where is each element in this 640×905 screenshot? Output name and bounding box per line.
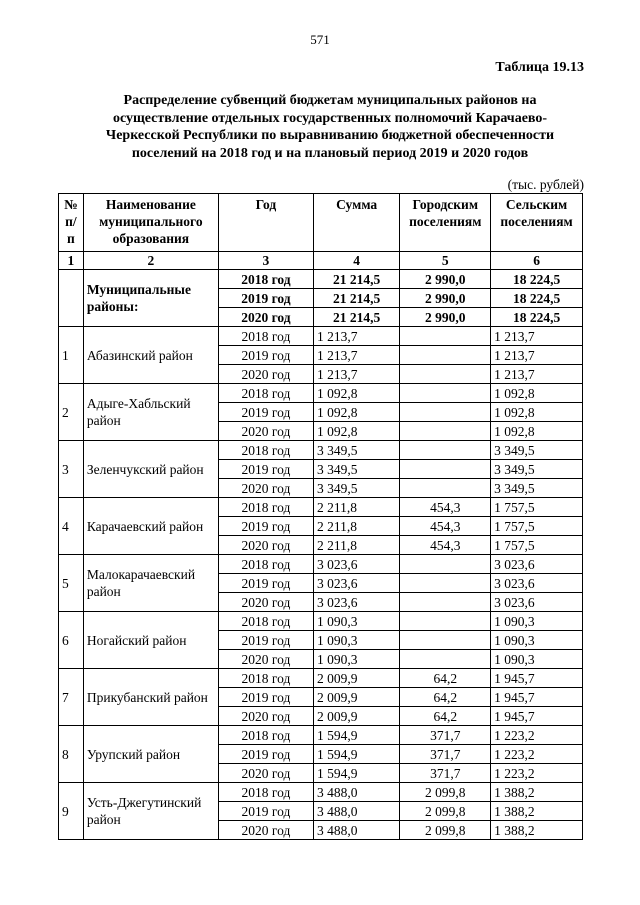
row-number: 2 [59, 384, 84, 441]
year-cell: 2020 год [218, 593, 313, 612]
year-cell: 2020 год [218, 479, 313, 498]
table-label: Таблица 19.13 [495, 60, 584, 75]
column-number: 5 [400, 252, 491, 270]
year-cell: 2020 год [218, 821, 313, 840]
city-cell [400, 441, 491, 460]
year-cell: 2018 год [218, 669, 313, 688]
year-cell: 2020 год [218, 764, 313, 783]
year-cell: 2020 год [218, 365, 313, 384]
city-cell: 371,7 [400, 745, 491, 764]
city-cell [400, 422, 491, 441]
rural-cell: 3 349,5 [491, 479, 583, 498]
subvention-table [58, 193, 583, 840]
district-name: Адыге-Хабльский район [83, 384, 218, 441]
table-row [59, 498, 583, 517]
district-name: Карачаевский район [83, 498, 218, 555]
city-cell [400, 365, 491, 384]
city-cell [400, 631, 491, 650]
rural-cell: 1 092,8 [491, 384, 583, 403]
rural-cell: 1 213,7 [491, 365, 583, 384]
city-cell [400, 612, 491, 631]
city-cell: 64,2 [400, 688, 491, 707]
sum-cell: 3 349,5 [313, 441, 399, 460]
rural-cell: 18 224,5 [491, 270, 583, 289]
row-number: 7 [59, 669, 84, 726]
column-number: 1 [59, 252, 84, 270]
city-cell [400, 403, 491, 422]
district-name: Зеленчукский район [83, 441, 218, 498]
year-cell: 2019 год [218, 688, 313, 707]
rural-cell: 1 388,2 [491, 783, 583, 802]
rural-cell: 3 349,5 [491, 441, 583, 460]
sum-cell: 21 214,5 [313, 270, 399, 289]
table-row [59, 441, 583, 460]
city-cell: 454,3 [400, 498, 491, 517]
header-row [59, 194, 583, 252]
year-cell: 2018 год [218, 441, 313, 460]
sum-cell: 1 594,9 [313, 764, 399, 783]
city-cell [400, 460, 491, 479]
year-cell: 2019 год [218, 802, 313, 821]
rural-cell: 1 945,7 [491, 669, 583, 688]
sum-cell: 1 594,9 [313, 745, 399, 764]
title-line: осуществление отдельных государственных полномочий Карачаево- [112, 110, 548, 126]
city-cell: 454,3 [400, 536, 491, 555]
year-cell: 2019 год [218, 289, 313, 308]
year-cell: 2018 год [218, 555, 313, 574]
column-number: 3 [218, 252, 313, 270]
title-line: поселений на 2018 год и на плановый период 2019 и 2020 годов [131, 145, 529, 161]
year-cell: 2020 год [218, 650, 313, 669]
sum-cell: 3 023,6 [313, 555, 399, 574]
city-cell: 2 990,0 [400, 270, 491, 289]
rural-cell: 1 388,2 [491, 802, 583, 821]
title-line: Черкесской Республики по выравниванию бюджетной обеспеченности [105, 128, 555, 143]
year-cell: 2019 год [218, 460, 313, 479]
table-row [59, 555, 583, 574]
city-cell: 2 099,8 [400, 783, 491, 802]
district-name: Урупский район [83, 726, 218, 783]
row-number: 8 [59, 726, 84, 783]
rural-cell: 3 023,6 [491, 593, 583, 612]
sum-cell: 1 092,8 [313, 384, 399, 403]
city-cell: 2 990,0 [400, 308, 491, 327]
row-number: 3 [59, 441, 84, 498]
title-line: Распределение субвенций бюджетам муниципальных районов на [123, 93, 537, 108]
year-cell: 2019 год [218, 574, 313, 593]
sum-cell: 3 023,6 [313, 574, 399, 593]
district-name: Усть-Джегутинский район [83, 783, 218, 840]
table-row [59, 783, 583, 802]
sum-cell: 21 214,5 [313, 289, 399, 308]
sum-cell: 1 090,3 [313, 650, 399, 669]
column-number: 6 [491, 252, 583, 270]
sum-cell: 2 009,9 [313, 688, 399, 707]
header-sum: Сумма [313, 194, 399, 252]
page-number: 571 [310, 32, 330, 47]
city-cell [400, 593, 491, 612]
city-cell [400, 555, 491, 574]
rural-cell: 1 090,3 [491, 631, 583, 650]
year-cell: 2018 год [218, 384, 313, 403]
row-number: 4 [59, 498, 84, 555]
table-row [59, 270, 583, 289]
column-number-row [59, 252, 583, 270]
table-title [70, 92, 590, 162]
table-row [59, 327, 583, 346]
year-cell: 2019 год [218, 517, 313, 536]
sum-cell: 1 090,3 [313, 612, 399, 631]
rural-cell: 3 349,5 [491, 460, 583, 479]
district-name: Муниципальные районы: [83, 270, 218, 327]
sum-cell: 3 349,5 [313, 460, 399, 479]
sum-cell: 3 023,6 [313, 593, 399, 612]
sum-cell: 2 211,8 [313, 517, 399, 536]
rural-cell: 1 213,7 [491, 346, 583, 365]
city-cell [400, 384, 491, 403]
table-row [59, 612, 583, 631]
sum-cell: 3 488,0 [313, 802, 399, 821]
rural-cell: 1 223,2 [491, 745, 583, 764]
table-row [59, 384, 583, 403]
sum-cell: 1 213,7 [313, 365, 399, 384]
city-cell [400, 479, 491, 498]
rural-cell: 3 023,6 [491, 574, 583, 593]
rural-cell: 1 757,5 [491, 498, 583, 517]
header-name: Наименование муниципального образования [83, 194, 218, 252]
year-cell: 2020 год [218, 707, 313, 726]
rural-cell: 1 945,7 [491, 688, 583, 707]
year-cell: 2020 год [218, 536, 313, 555]
sum-cell: 21 214,5 [313, 308, 399, 327]
year-cell: 2018 год [218, 783, 313, 802]
sum-cell: 1 213,7 [313, 346, 399, 365]
rural-cell: 1 092,8 [491, 422, 583, 441]
district-name: Ногайский район [83, 612, 218, 669]
city-cell: 371,7 [400, 764, 491, 783]
sum-cell: 3 488,0 [313, 821, 399, 840]
sum-cell: 1 090,3 [313, 631, 399, 650]
district-name: Абазинский район [83, 327, 218, 384]
rural-cell: 3 023,6 [491, 555, 583, 574]
rural-cell: 1 223,2 [491, 764, 583, 783]
city-cell: 2 990,0 [400, 289, 491, 308]
column-number: 2 [83, 252, 218, 270]
rural-cell: 1 757,5 [491, 536, 583, 555]
year-cell: 2018 год [218, 270, 313, 289]
sum-cell: 1 092,8 [313, 403, 399, 422]
rural-cell: 1 213,7 [491, 327, 583, 346]
city-cell: 64,2 [400, 707, 491, 726]
year-cell: 2020 год [218, 422, 313, 441]
city-cell [400, 650, 491, 669]
column-number: 4 [313, 252, 399, 270]
year-cell: 2019 год [218, 631, 313, 650]
rural-cell: 1 945,7 [491, 707, 583, 726]
year-cell: 2018 год [218, 498, 313, 517]
sum-cell: 2 009,9 [313, 669, 399, 688]
header-city: Городским поселениям [400, 194, 491, 252]
table-row [59, 726, 583, 745]
sum-cell: 2 009,9 [313, 707, 399, 726]
header-no: № п/п [59, 194, 84, 252]
row-number: 1 [59, 327, 84, 384]
rural-cell: 1 223,2 [491, 726, 583, 745]
sum-cell: 1 213,7 [313, 327, 399, 346]
year-cell: 2019 год [218, 745, 313, 764]
sum-cell: 2 211,8 [313, 536, 399, 555]
city-cell: 371,7 [400, 726, 491, 745]
district-name: Прикубанский район [83, 669, 218, 726]
year-cell: 2018 год [218, 327, 313, 346]
table-row [59, 669, 583, 688]
sum-cell: 3 349,5 [313, 479, 399, 498]
city-cell [400, 574, 491, 593]
rural-cell: 1 757,5 [491, 517, 583, 536]
city-cell: 454,3 [400, 517, 491, 536]
rural-cell: 1 090,3 [491, 612, 583, 631]
sum-cell: 2 211,8 [313, 498, 399, 517]
rural-cell: 18 224,5 [491, 289, 583, 308]
city-cell: 64,2 [400, 669, 491, 688]
units-note: (тыс. рублей) [507, 177, 584, 192]
year-cell: 2019 год [218, 346, 313, 365]
rural-cell: 18 224,5 [491, 308, 583, 327]
row-number: 5 [59, 555, 84, 612]
year-cell: 2020 год [218, 308, 313, 327]
rural-cell: 1 092,8 [491, 403, 583, 422]
year-cell: 2018 год [218, 726, 313, 745]
city-cell: 2 099,8 [400, 802, 491, 821]
row-number: 9 [59, 783, 84, 840]
sum-cell: 1 594,9 [313, 726, 399, 745]
sum-cell: 1 092,8 [313, 422, 399, 441]
district-name: Малокарачаевский район [83, 555, 218, 612]
rural-cell: 1 388,2 [491, 821, 583, 840]
row-number [59, 270, 84, 327]
city-cell: 2 099,8 [400, 821, 491, 840]
city-cell [400, 327, 491, 346]
city-cell [400, 346, 491, 365]
rural-cell: 1 090,3 [491, 650, 583, 669]
row-number: 6 [59, 612, 84, 669]
sum-cell: 3 488,0 [313, 783, 399, 802]
header-rural: Сельским поселениям [491, 194, 583, 252]
year-cell: 2019 год [218, 403, 313, 422]
year-cell: 2018 год [218, 612, 313, 631]
header-year: Год [218, 194, 313, 252]
